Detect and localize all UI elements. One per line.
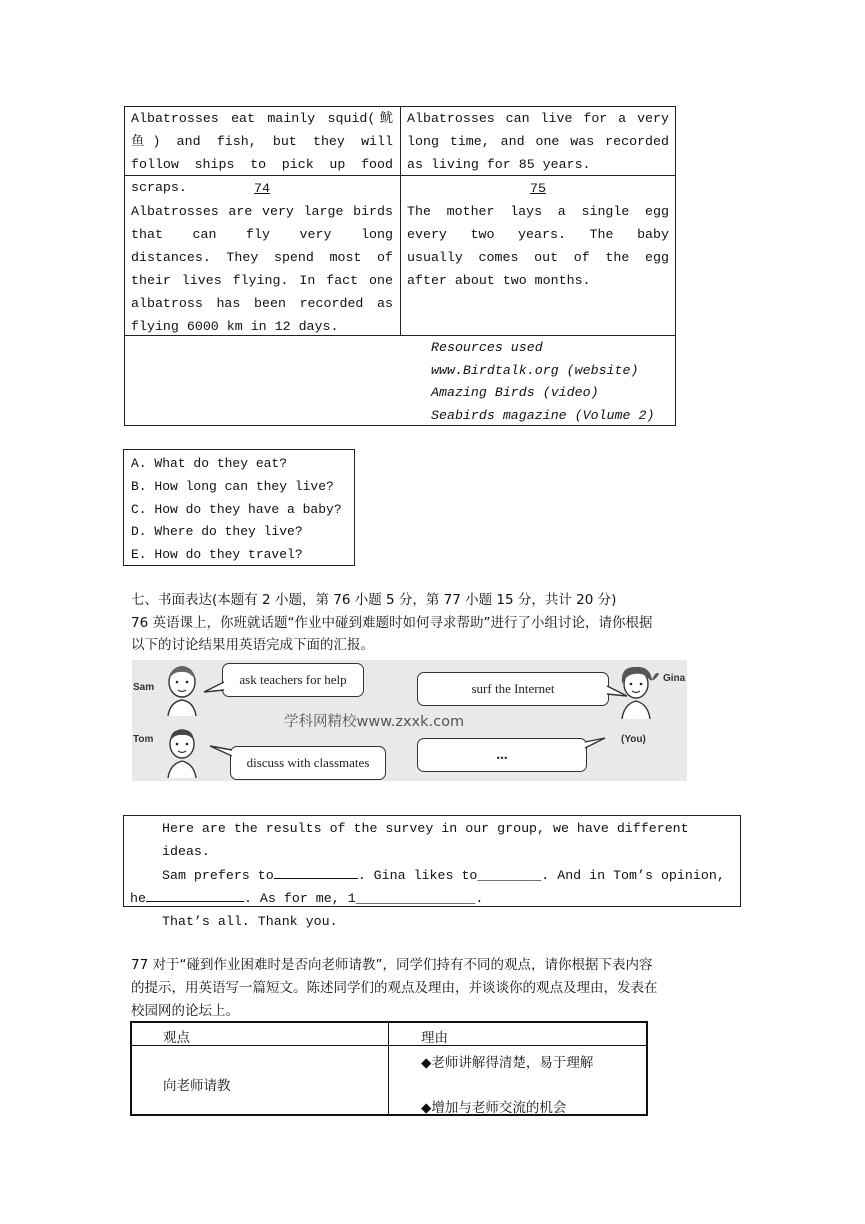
resource-item: www.Birdtalk.org (website)	[431, 362, 639, 378]
bubble-tail	[583, 736, 607, 752]
option-item: B. How long can they live?	[131, 478, 334, 494]
tom-avatar-icon	[160, 724, 204, 780]
cell-baby-text: The mother lays a single egg every two years. The baby usually comes out of the egg after about two months.	[407, 204, 669, 288]
name-you: (You)	[621, 734, 646, 745]
table-divider	[388, 1023, 389, 1114]
section-heading: 七、书面表达(本题有 2 小题，第 76 小题 5 分，第 77 小题 15 分，共计 20 分)	[131, 592, 617, 608]
survey-line2	[130, 864, 740, 888]
watermark-text: 学科网精校www.zxxk.com	[284, 714, 465, 730]
survey-text: Sam prefers to	[162, 867, 274, 883]
name-gina: Gina	[663, 673, 686, 684]
view-ask-teacher: 向老师请教	[163, 1078, 231, 1094]
answer-blank[interactable]: _______________	[355, 891, 476, 907]
answer-blank[interactable]: ________	[477, 867, 542, 883]
bubble-sam: ask teachers for help	[222, 663, 364, 697]
q76-prompt-line1: 76 英语课上，你班就话题“作业中碰到难题时如何寻求帮助”进行了小组讨论，请你根据	[131, 615, 653, 631]
header-view: 观点	[163, 1030, 190, 1046]
q77-prompt-line2: 的提示，用英语写一篇短文。陈述同学们的观点及理由，并谈谈你的观点及理由，发表在	[131, 980, 658, 996]
options-box	[123, 449, 355, 566]
discussion-illustration	[132, 660, 687, 781]
survey-text: he	[130, 891, 146, 907]
bubble-tail	[202, 680, 226, 696]
opinion-table	[130, 1021, 648, 1116]
blank-number-74: 74	[254, 181, 270, 196]
option-item: D. Where do they live?	[131, 524, 303, 540]
q76-prompt-line2: 以下的讨论结果用英语完成下面的汇报。	[131, 637, 374, 653]
cell-food: Albatrosses eat mainly squid(鱿鱼) and fish, but they will follow ships to pick up food scraps.	[131, 111, 393, 195]
cell-lifespan: Albatrosses can live for a very long time, and one was recorded as living for 85 years.	[407, 111, 669, 172]
survey-text: . And in Tom’s opinion,	[541, 867, 725, 883]
survey-line3	[130, 887, 740, 911]
survey-line4: That’s all. Thank you.	[162, 914, 338, 930]
cell-baby	[407, 177, 669, 292]
blank-number-75: 75	[530, 181, 546, 196]
name-tom: Tom	[133, 734, 154, 745]
bubble-gina: surf the Internet	[417, 672, 609, 706]
cell-travel-text: Albatrosses are very large birds that can fly very long distances. They spend most of their lives flying. In fact one albatross has been recorded as flying 6000 km in 12 days.	[131, 204, 393, 334]
resources-title: Resources used	[431, 340, 543, 355]
option-item: C. How do they have a baby?	[131, 501, 342, 517]
name-sam: Sam	[133, 682, 155, 693]
answer-blank[interactable]	[274, 864, 358, 879]
bubble-tail	[208, 744, 234, 760]
option-item: A. What do they eat?	[131, 456, 288, 471]
survey-text: .	[475, 891, 484, 907]
table-divider	[132, 1045, 646, 1046]
sam-avatar-icon	[160, 662, 204, 718]
q77-prompt-line1: 77 对于“碰到作业困难时是否向老师请教”，同学们持有不同的观点，请你根据下表内容	[131, 957, 653, 973]
header-reason: 理由	[421, 1030, 448, 1046]
survey-text: . As for me, 1	[243, 891, 356, 907]
q77-prompt-line3: 校园网的论坛上。	[131, 1003, 239, 1019]
table-divider	[400, 107, 401, 335]
bubble-you: ...	[417, 738, 587, 772]
survey-line1: Here are the results of the survey in our group, we have different ideas.	[162, 821, 689, 859]
cell-travel	[131, 177, 393, 338]
option-item: E. How do they travel?	[131, 547, 303, 563]
albatross-info-table	[124, 106, 676, 426]
resources-list	[431, 337, 654, 427]
survey-report-box	[123, 815, 741, 930]
reason-item: ◆老师讲解得清楚，易于理解	[421, 1055, 594, 1071]
bubble-tom: discuss with classmates	[230, 746, 386, 780]
survey-text: . Gina likes to	[357, 867, 478, 883]
bubble-tail	[605, 684, 629, 700]
resource-item: Seabirds magazine (Volume 2)	[431, 407, 655, 423]
reason-item: ◆增加与老师交流的机会	[421, 1100, 567, 1116]
resource-item: Amazing Birds (video)	[431, 385, 599, 401]
answer-blank[interactable]	[146, 887, 244, 902]
